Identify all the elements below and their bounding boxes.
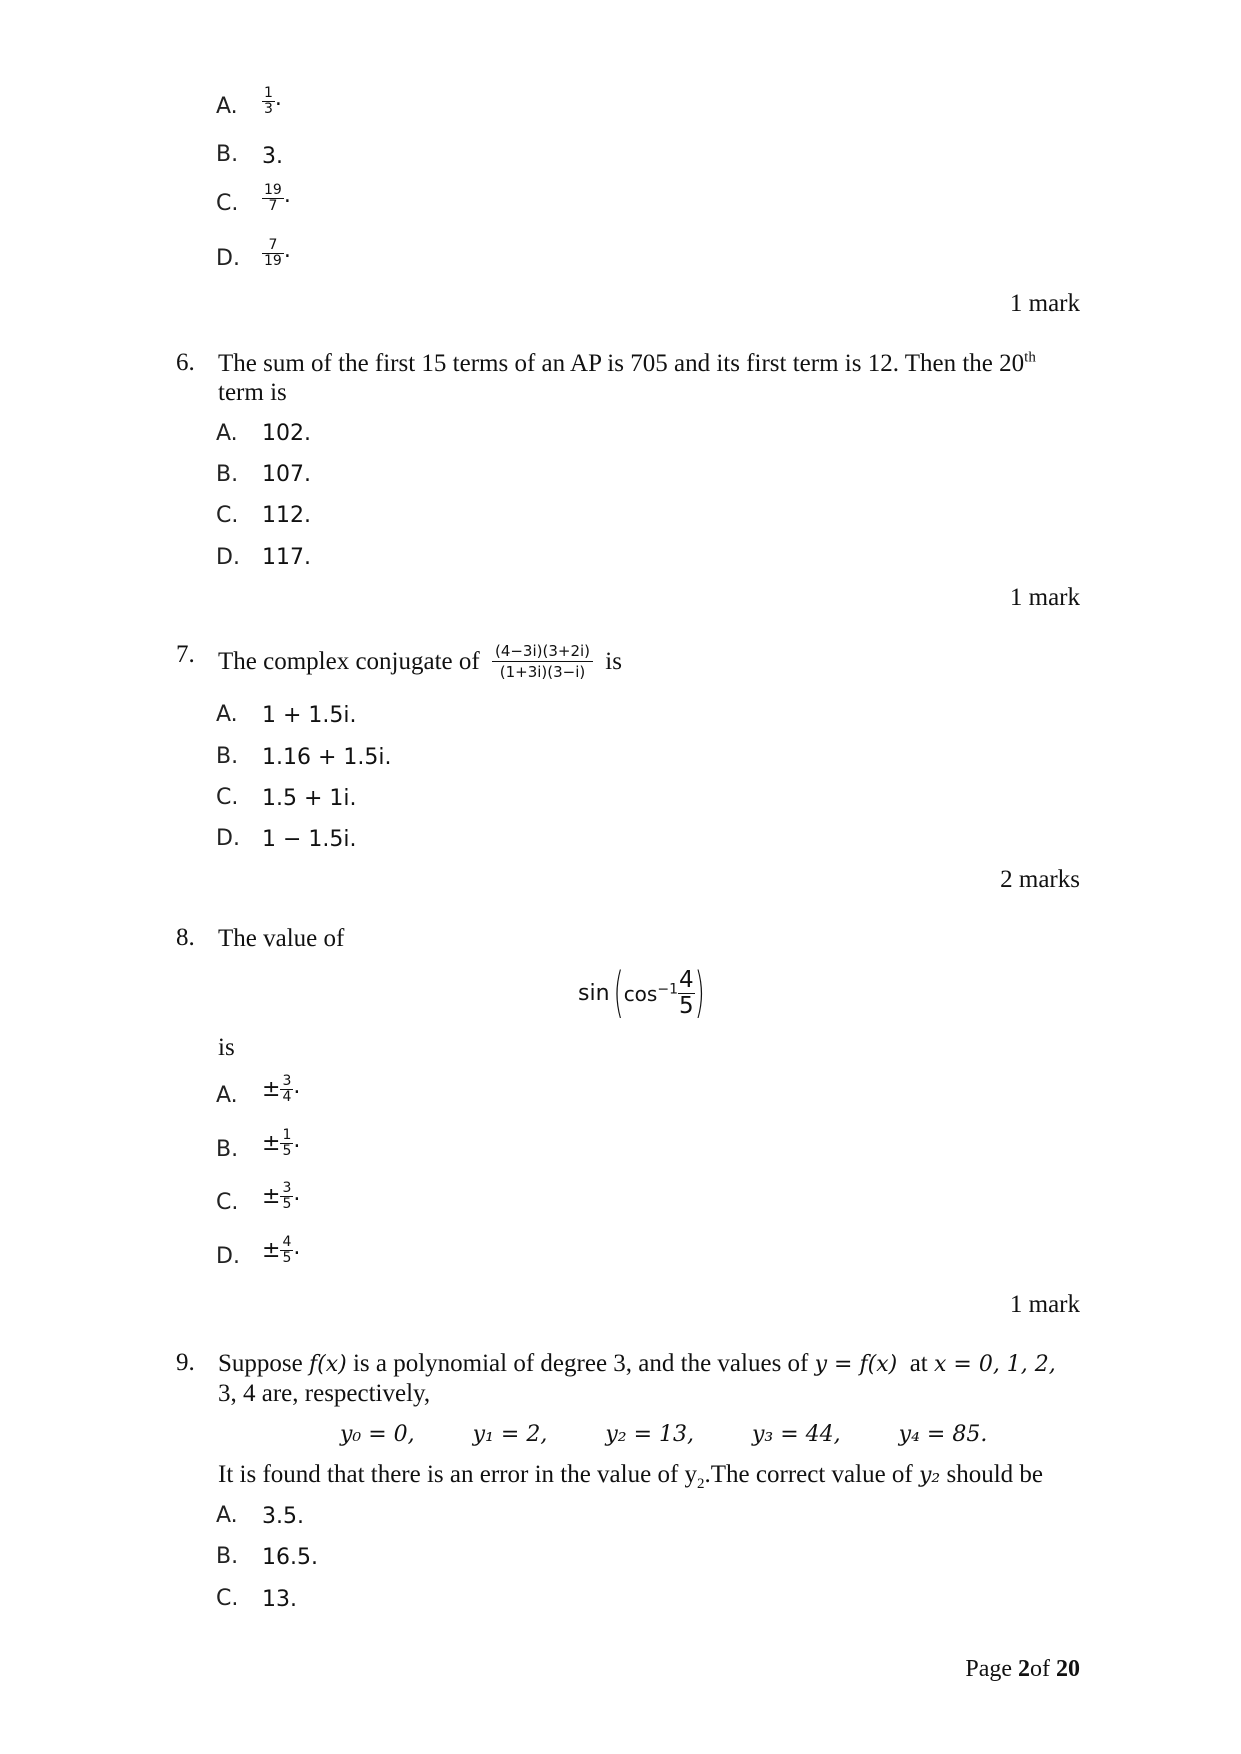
q6-option-d-value: 117. [262,545,311,570]
q8-expression: $\sin (\cos^{-1}$ $\frac{4}{5}$ ) [578,962,705,1025]
q9-number: 9. [176,1349,195,1376]
q9-value-y1: y₁ = 2, [472,1422,548,1447]
q9-value-y0: y₀ = 0, [340,1422,415,1447]
q9-error-statement: It is found that there is an error in the value of $y_2.The$ correct value of y₂ should be [218,1461,1044,1492]
page-total: 20 [1056,1656,1080,1682]
q8-marks: 1 mark [1009,1291,1080,1318]
q6-number: 6. [176,349,195,376]
q6-marks: 1 mark [1009,584,1080,611]
q7-option-d-label: D. [216,826,240,851]
q5-option-d-label: D. [216,246,240,271]
page-footer: Page 2of 20 [965,1656,1080,1682]
q9-option-a-label: A. [216,1503,238,1528]
q6-option-c-label: C. [216,503,239,528]
q5-marks: 1 mark [1009,290,1080,317]
q7-option-a-label: A. [216,702,238,727]
q6-option-a-value: 102. [262,421,311,446]
q8-option-c-label: C. [216,1190,239,1215]
q8-question: The value of [218,925,345,952]
q7-question: The complex conjugate of $\frac{(4-3i)(3+2i)}{(1+3i)(3-i)}$ is [218,642,622,681]
q7-option-c-label: C. [216,785,239,810]
q7-option-a-value: 1 + 1.5i. [262,703,357,728]
q7-option-c-value: 1.5 + 1i. [262,786,357,811]
q9-option-c-label: C. [216,1586,239,1611]
q7-fraction: $\frac{(4-3i)(3+2i)}{(1+3i)(3-i)}$ [492,642,593,681]
q9-option-b-label: B. [216,1544,239,1569]
q7-option-b-value: 1.16 + 1.5i. [262,745,392,770]
q8-option-d-label: D. [216,1244,240,1269]
q9-value-y2: y₂ = 13, [605,1422,694,1447]
q9-option-b-value: 16.5. [262,1545,318,1570]
q7-marks: 2 marks [1000,866,1080,893]
q6-option-d-label: D. [216,545,240,570]
q8-option-c-value: ± $\frac{3}{5}$ . [262,1180,301,1212]
q8-question-end: is [218,1034,235,1061]
q8-option-d-value: ± $\frac{4}{5}$ . [262,1234,301,1266]
q7-number: 7. [176,641,195,668]
q9-value-y3: y₃ = 44, [752,1422,841,1447]
q8-option-a-label: A. [216,1083,238,1108]
q8-option-b-label: B. [216,1137,239,1162]
q9-values [340,1422,987,1447]
q9-value-y4: y₄ = 85. [898,1422,988,1447]
q6-option-a-label: A. [216,421,238,446]
q8-number: 8. [176,924,195,951]
q7-option-b-label: B. [216,744,239,769]
q9-question: Suppose f(x) is a polynomial of degree 3, and the values of y = f(x) at x = 0, 1, 2, 3, 4 are, respectively, [218,1350,1056,1407]
q5-option-b-label: B. [216,142,239,167]
page-number: 2 [1018,1656,1030,1682]
q8-option-a-value: ± $\frac{3}{4}$ . [262,1073,301,1105]
q5-option-b-value: 3. [262,144,283,169]
q6-option-b-label: B. [216,462,239,487]
q6-option-b-value: 107. [262,462,311,487]
q5-option-c-label: C. [216,191,239,216]
q5-option-a-value: $\frac{1}{3}$ . [264,85,282,117]
q5-option-d-value: $\frac{7}{19}$ . [264,237,291,269]
q9-option-c-value: 13. [262,1587,297,1612]
q5-option-a-label: A. [216,94,238,119]
q9-option-a-value: 3.5. [262,1504,304,1529]
q5-option-c-value: $\frac{19}{7}$ . [264,182,291,214]
q7-option-d-value: 1 − 1.5i. [262,827,357,852]
q6-option-c-value: 112. [262,503,311,528]
q6-question: The sum of the first 15 terms of an AP is 705 and its first term is 12. Then the 20th term is [218,349,1036,406]
q8-option-b-value: ± $\frac{1}{5}$ . [262,1127,301,1159]
